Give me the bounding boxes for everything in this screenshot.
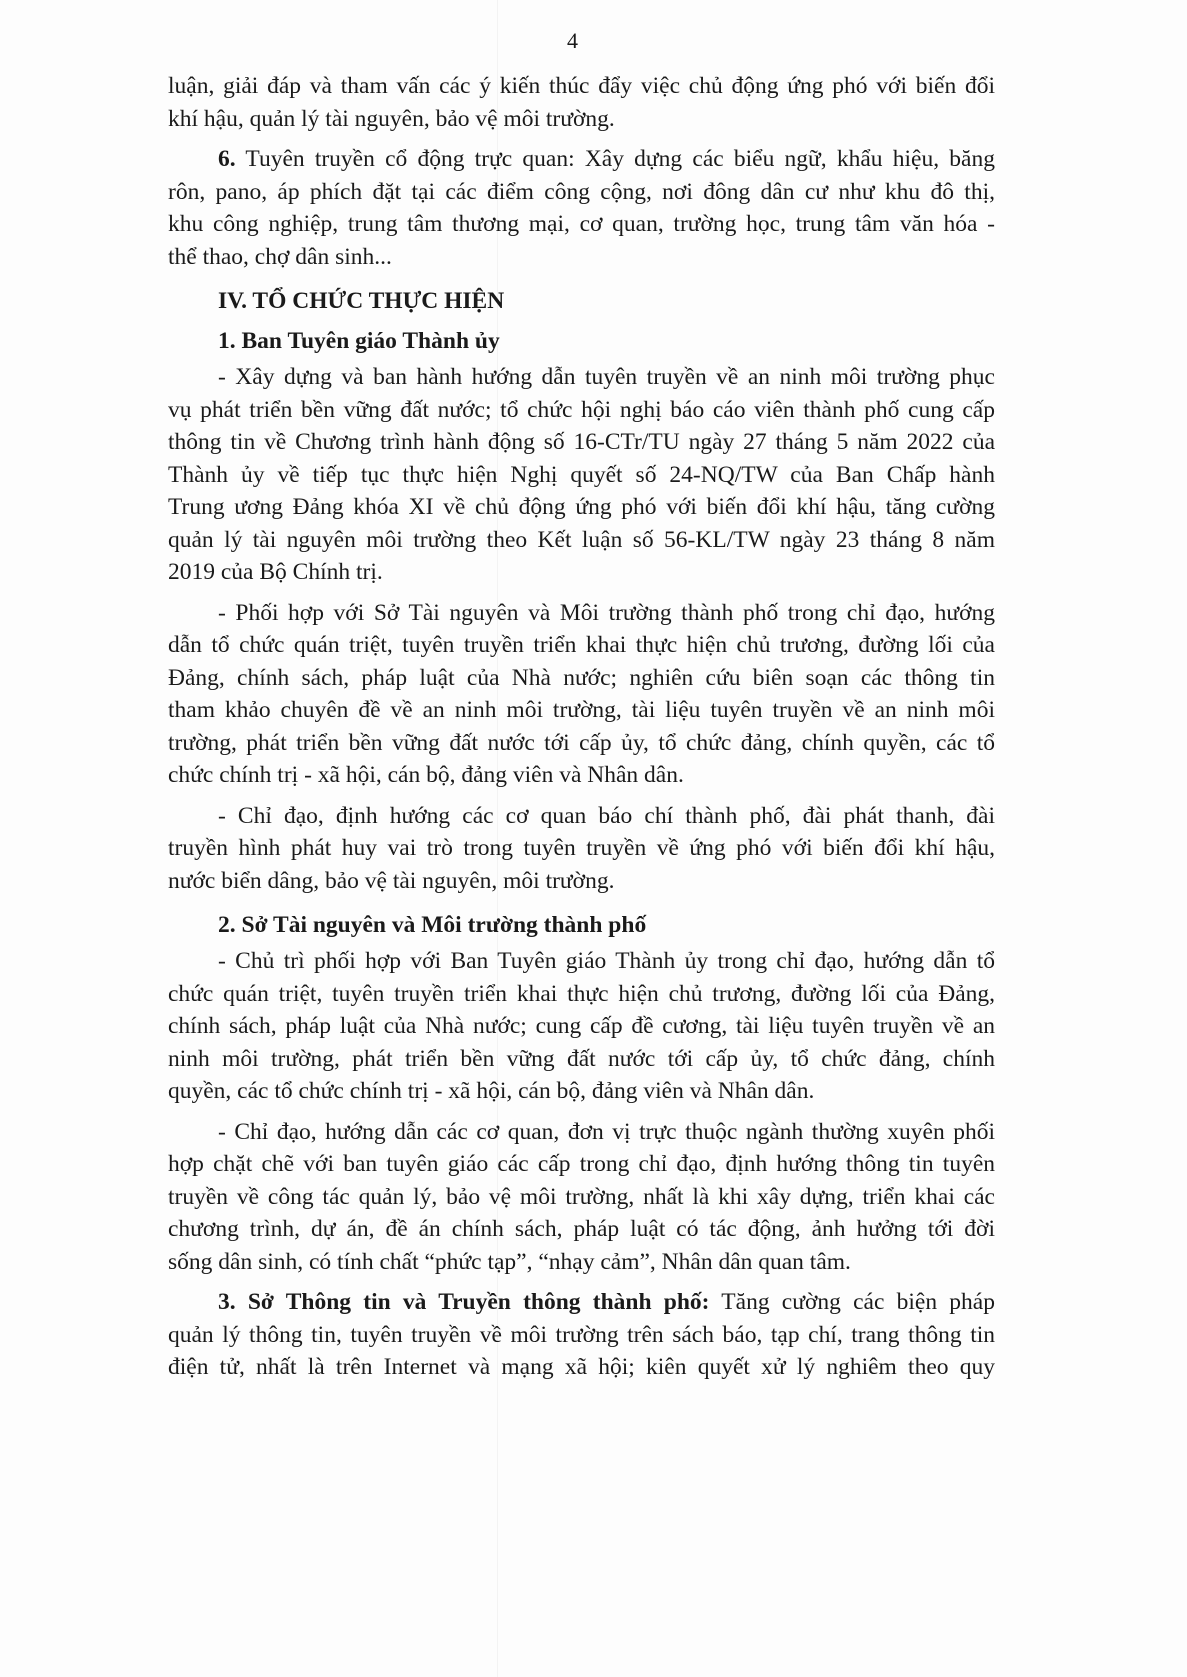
line-text: dẫn tổ chức quán triệt, tuyên truyền triển khai thực hiện chủ trương, đường lối của <box>168 632 995 658</box>
paragraph <box>168 800 995 898</box>
line-text: quản lý thông tin, tuyên truyền về môi trường trên sách báo, tạp chí, trang thông tin <box>168 1321 995 1348</box>
text-line <box>168 1116 995 1149</box>
text-line <box>168 1286 995 1319</box>
text-line <box>168 800 995 833</box>
line-text: hợp chặt chẽ với ban tuyên giáo các cấp trong chỉ đạo, định hướng thông tin tuyên <box>168 1151 995 1177</box>
text-line <box>168 662 995 695</box>
text-line <box>168 832 995 865</box>
line-text: - Phối hợp với Sở Tài nguyên và Môi trường thành phố trong chỉ đạo, hướng <box>218 599 995 626</box>
text-line <box>168 208 995 241</box>
line-text: khu công nghiệp, trung tâm thương mại, cơ quan, trường học, trung tâm văn hóa - <box>168 211 995 237</box>
text-line <box>168 727 995 760</box>
text-line <box>168 1351 995 1384</box>
line-text: khí hậu, quản lý tài nguyên, bảo vệ môi trường. <box>168 105 615 132</box>
text-line <box>168 1246 995 1279</box>
line-text: điện tử, nhất là trên Internet và mạng xã hội; kiên quyết xử lý nghiêm theo quy <box>168 1354 995 1380</box>
text-line <box>168 1319 995 1352</box>
line-text: - Chỉ đạo, định hướng các cơ quan báo chí thành phố, đài phát thanh, đài <box>218 802 995 829</box>
line-text: ninh môi trường, phát triển bền vững đất nước tới cấp ủy, tổ chức đảng, chính <box>168 1045 995 1072</box>
text-line <box>168 143 995 176</box>
line-text: sống dân sinh, có tính chất “phức tạp”, “nhạy cảm”, Nhân dân quan tâm. <box>168 1248 851 1275</box>
text-line <box>168 176 995 209</box>
line-text: truyền hình phát huy vai trò trong tuyên truyền về ứng phó với biến đổi khí hậu, <box>168 835 995 861</box>
line-text: tham khảo chuyên đề về an ninh môi trường, tài liệu tuyên truyền về an ninh môi <box>168 697 995 723</box>
paragraph <box>168 361 995 589</box>
line-text: nước biển dâng, bảo vệ tài nguyên, môi trường. <box>168 867 615 894</box>
text-line <box>168 1010 995 1043</box>
paragraph <box>168 1116 995 1279</box>
text-line <box>168 1075 995 1108</box>
text-line <box>168 694 995 727</box>
text-line <box>168 1148 995 1181</box>
text-line <box>168 491 995 524</box>
line-text: luận, giải đáp và tham vấn các ý kiến thúc đẩy việc chủ động ứng phó với biến đổi <box>168 73 995 99</box>
text-line <box>168 978 995 1011</box>
text-line <box>168 865 995 898</box>
text-line <box>168 1213 995 1246</box>
line-text: Trung ương Đảng khóa XI về chủ động ứng phó với biến đổi khí hậu, tăng cường <box>168 494 995 520</box>
document-body <box>168 70 995 1392</box>
line-text: quản lý tài nguyên môi trường theo Kết luận số 56-KL/TW ngày 23 tháng 8 năm <box>168 526 995 553</box>
text-line <box>168 394 995 427</box>
line-text: - Chủ trì phối hợp với Ban Tuyên giáo Thành ủy trong chỉ đạo, hướng dẫn tổ <box>218 948 995 974</box>
line-text: rôn, pano, áp phích đặt tại các điểm công cộng, nơi đông dân cư như khu đô thị, <box>168 178 995 205</box>
line-text: 2019 của Bộ Chính trị. <box>168 559 383 585</box>
line-text: Tuyên truyền cổ động trực quan: Xây dựng các biểu ngữ, khẩu hiệu, băng <box>235 146 995 172</box>
section-heading: 2. Sở Tài nguyên và Môi trường thành phố <box>218 912 647 938</box>
paragraph <box>168 1286 995 1384</box>
bold-label: 3. Sở Thông tin và Truyền thông thành phố: <box>218 1289 710 1315</box>
section-heading: 1. Ban Tuyên giáo Thành ủy <box>218 328 500 354</box>
line-text: thông tin về Chương trình hành động số 16-CTr/TU ngày 27 tháng 5 năm 2022 của <box>168 429 995 455</box>
paragraph <box>168 597 995 792</box>
line-text: Đảng, chính sách, pháp luật của Nhà nước; nghiên cứu biên soạn các thông tin <box>168 664 995 691</box>
line-text: chức chính trị - xã hội, cán bộ, đảng viên và Nhân dân. <box>168 762 684 788</box>
text-line <box>168 70 995 103</box>
page-number: 4 <box>567 28 578 53</box>
line-text: Thành ủy về tiếp tục thực hiện Nghị quyết số 24-NQ/TW của Ban Chấp hành <box>168 461 995 488</box>
bold-label: 6. <box>218 146 236 172</box>
text-line <box>168 1181 995 1214</box>
text-line <box>168 629 995 662</box>
line-text: chương trình, dự án, đề án chính sách, pháp luật có tác động, ảnh hưởng tới đời <box>168 1216 995 1242</box>
text-line <box>168 524 995 557</box>
section-heading: IV. TỔ CHỨC THỰC HIỆN <box>218 288 505 314</box>
text-line <box>168 597 995 630</box>
text-line <box>168 945 995 978</box>
paragraph <box>168 70 995 135</box>
line-text: - Xây dựng và ban hành hướng dẫn tuyên truyền về an ninh môi trường phục <box>218 364 995 390</box>
text-line <box>168 459 995 492</box>
line-text: chức quán triệt, tuyên truyền triển khai thực hiện chủ trương, đường lối của Đảng, <box>168 980 995 1007</box>
paragraph <box>168 143 995 273</box>
line-text: Tăng cường các biện pháp <box>709 1289 995 1315</box>
text-line <box>168 103 995 136</box>
line-text: thể thao, chợ dân sinh... <box>168 243 392 270</box>
line-text: trường, phát triển bền vững đất nước tới cấp ủy, tổ chức đảng, chính quyền, các tổ <box>168 729 995 756</box>
text-line <box>168 241 995 274</box>
text-line <box>168 556 995 589</box>
line-text: quyền, các tổ chức chính trị - xã hội, cán bộ, đảng viên và Nhân dân. <box>168 1078 815 1104</box>
text-line <box>168 426 995 459</box>
paragraph <box>168 945 995 1108</box>
line-text: - Chỉ đạo, hướng dẫn các cơ quan, đơn vị trực thuộc ngành thường xuyên phối <box>218 1118 995 1145</box>
line-text: truyền về công tác quản lý, bảo vệ môi trường, nhất là khi xây dựng, triển khai các <box>168 1183 995 1210</box>
line-text: vụ phát triển bền vững đất nước; tổ chức hội nghị báo cáo viên thành phố cung cấp <box>168 396 995 423</box>
line-text: chính sách, pháp luật của Nhà nước; cung cấp đề cương, tài liệu tuyên truyền về an <box>168 1013 995 1039</box>
text-line <box>168 759 995 792</box>
text-line <box>168 1043 995 1076</box>
text-line <box>168 361 995 394</box>
